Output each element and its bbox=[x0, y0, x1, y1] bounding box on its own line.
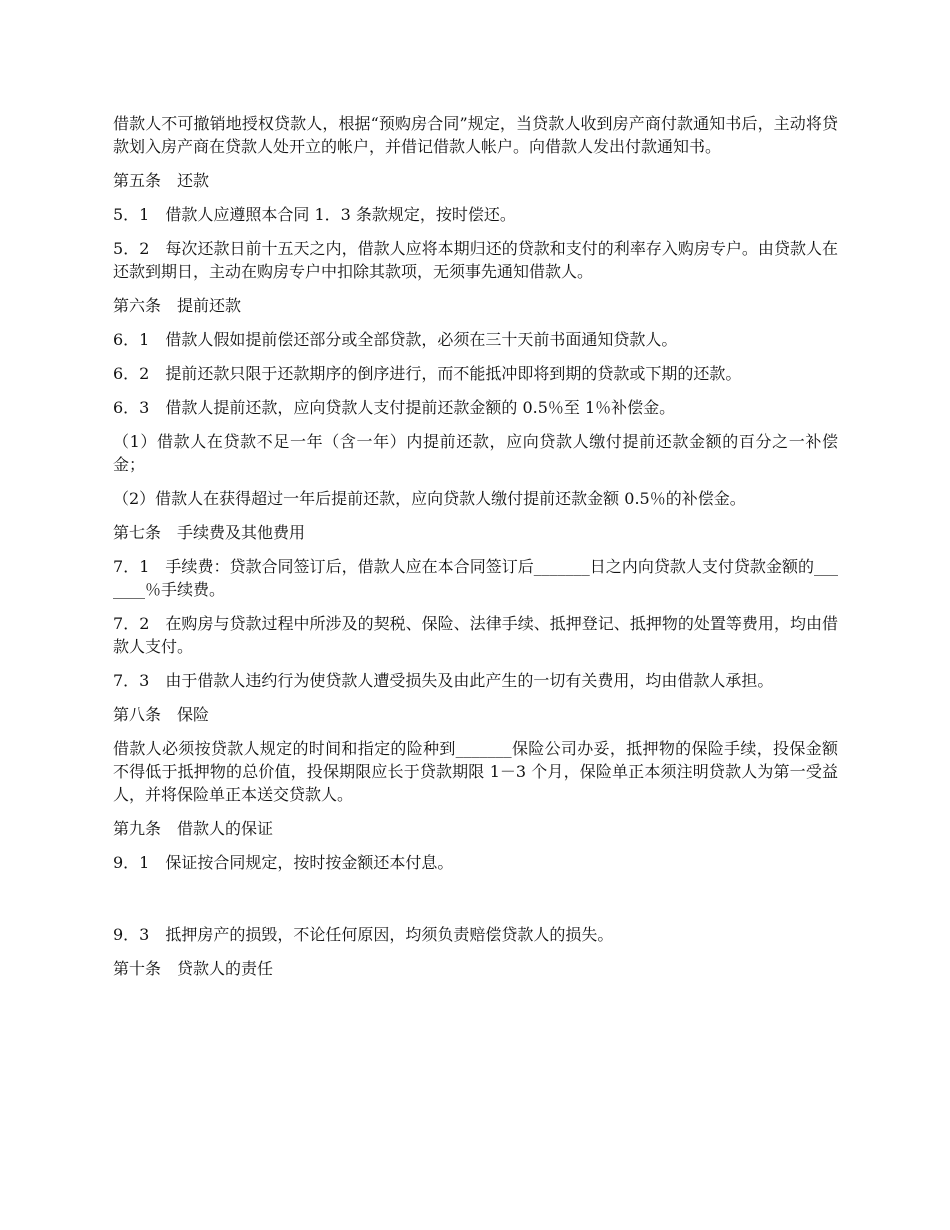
paragraph-authorization: 借款人不可撤销地授权贷款人，根据“预购房合同”规定，当贷款人收到房产商付款通知书后，主动将贷款划入房产商在贷款人处开立的帐户，并借记借款人帐户。向借款人发出付款通知书。 bbox=[113, 114, 838, 156]
document-body bbox=[113, 112, 838, 991]
heading-article-7: 第七条 手续费及其他费用 bbox=[113, 523, 306, 542]
blank-gap bbox=[113, 885, 838, 923]
clause-9-3: 9．3 抵押房产的损毁，不论任何原因，均须负责赔偿贷款人的损失。 bbox=[113, 925, 614, 944]
paragraph-insurance: 借款人必须按贷款人规定的时间和指定的险种到_______保险公司办妥，抵押物的保险手续，投保金额不得低于抵押物的总价值，投保期限应长于贷款期限 1－3 个月，保险单正本须注明贷款人为第一受益人，并将保险单正本送交贷款人。 bbox=[113, 739, 838, 804]
clause-6-3-item-2: （2）借款人在获得超过一年后提前还款，应向贷款人缴付提前还款金额 0.5％的补偿金。 bbox=[113, 489, 746, 508]
heading-article-9: 第九条 借款人的保证 bbox=[113, 819, 274, 838]
heading-article-5: 第五条 还款 bbox=[113, 171, 210, 190]
clause-5-1: 5．1 借款人应遵照本合同 1．3 条款规定，按时偿还。 bbox=[113, 205, 516, 224]
heading-article-8: 第八条 保险 bbox=[113, 705, 210, 724]
clause-7-1: 7．1 手续费：贷款合同签订后，借款人应在本合同签订后_______日之内向贷款人支付贷款金额的_______％手续费。 bbox=[113, 557, 838, 599]
clause-9-1: 9．1 保证按合同规定，按时按金额还本付息。 bbox=[113, 853, 454, 872]
clause-6-1: 6．1 借款人假如提前偿还部分或全部贷款，必须在三十天前书面通知贷款人。 bbox=[113, 330, 678, 349]
clause-6-2: 6．2 提前还款只限于还款期序的倒序进行，而不能抵冲即将到期的贷款或下期的还款。 bbox=[113, 364, 742, 383]
clause-5-2: 5．2 每次还款日前十五天之内，借款人应将本期归还的贷款和支付的利率存入购房专户。由贷款人在还款到期日，主动在购房专户中扣除其款项，无须事先通知借款人。 bbox=[113, 239, 838, 281]
clause-6-3: 6．3 借款人提前还款，应向贷款人支付提前还款金额的 0.5％至 1％补偿金。 bbox=[113, 398, 676, 417]
clause-6-3-item-1: （1）借款人在贷款不足一年（含一年）内提前还款，应向贷款人缴付提前还款金额的百分之一补偿金； bbox=[113, 432, 838, 474]
heading-article-10: 第十条 贷款人的责任 bbox=[113, 959, 274, 978]
heading-article-6: 第六条 提前还款 bbox=[113, 296, 242, 315]
clause-7-2: 7．2 在购房与贷款过程中所涉及的契税、保险、法律手续、抵押登记、抵押物的处置等费用，均由借款人支付。 bbox=[113, 614, 838, 656]
clause-7-3: 7．3 由于借款人违约行为使贷款人遭受损失及由此产生的一切有关费用，均由借款人承担。 bbox=[113, 671, 774, 690]
